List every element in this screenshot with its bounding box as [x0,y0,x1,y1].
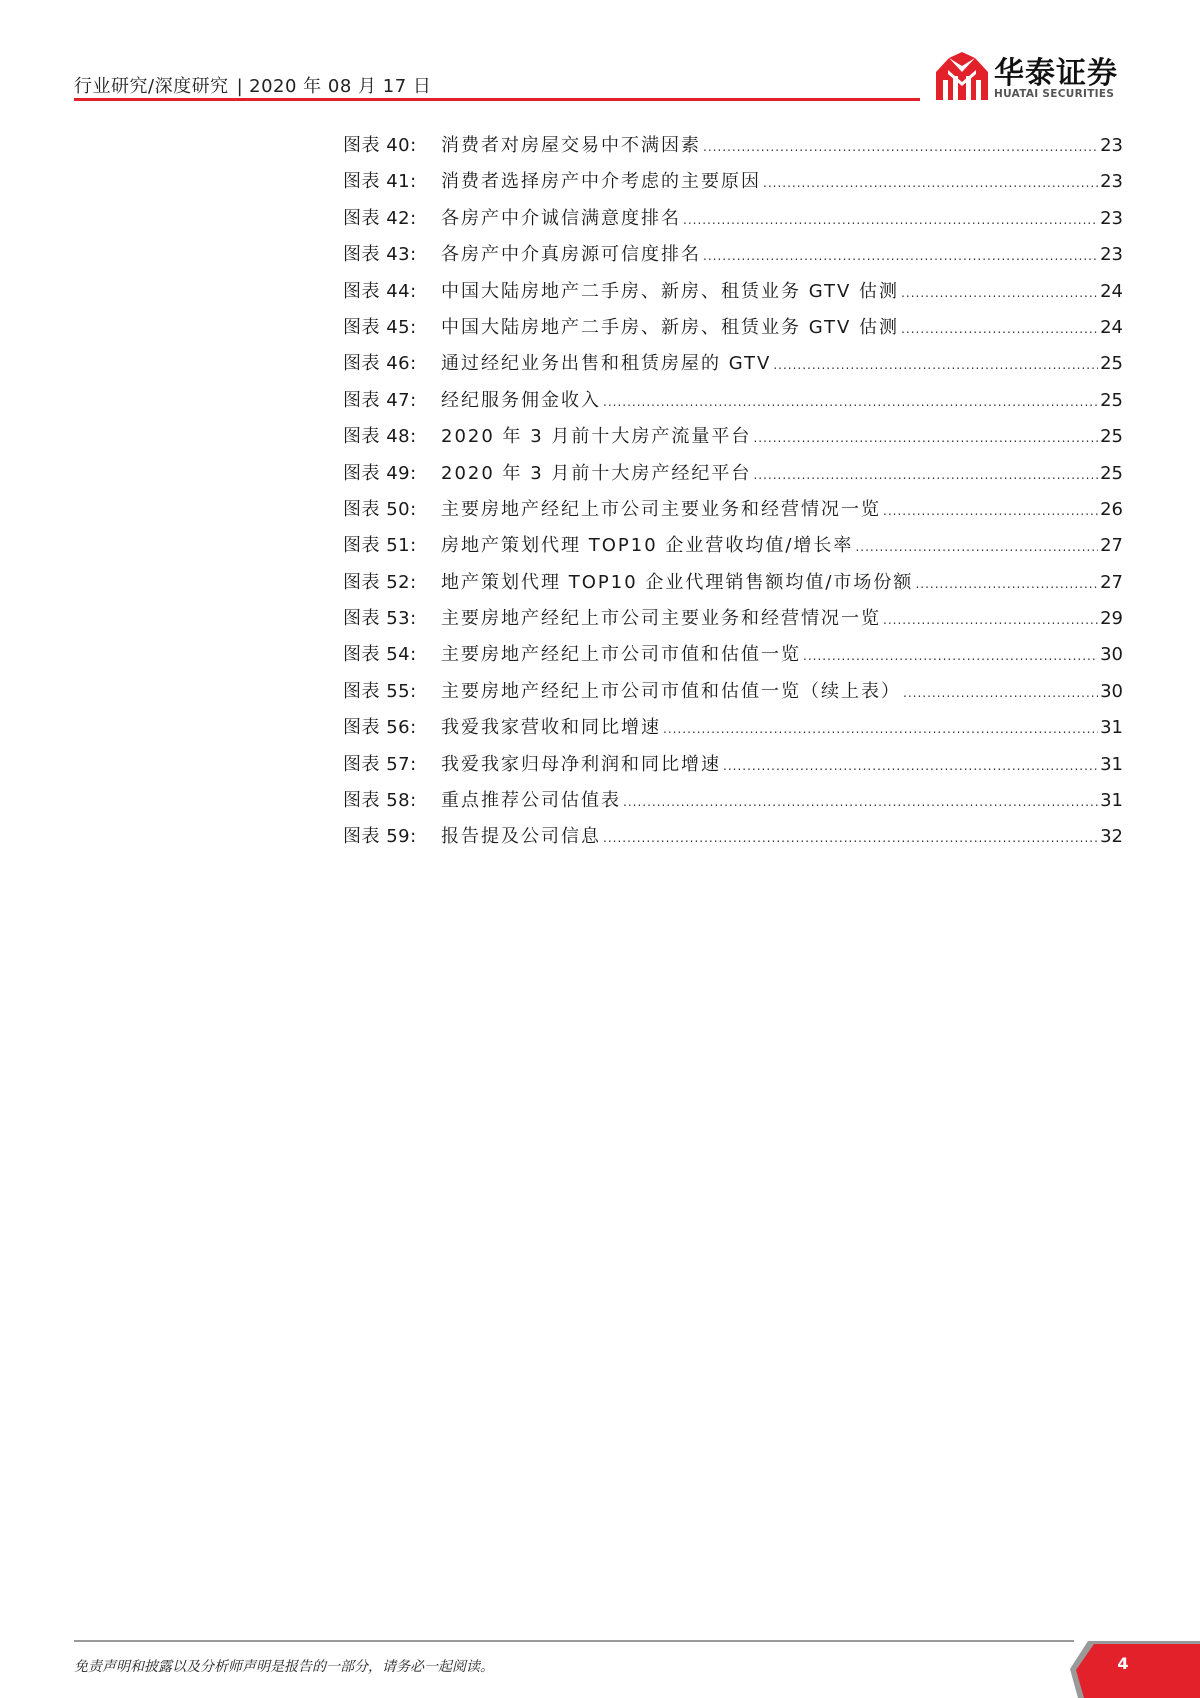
toc-label: 图表 44: [343,280,417,302]
toc-title: 各房产中介诚信满意度排名 [441,207,681,229]
toc-row[interactable] [343,386,1123,422]
toc-page: 29 [1100,608,1123,630]
toc-label: 图表 53: [343,608,417,630]
report-category: 行业研究/深度研究 [74,76,229,97]
toc-row[interactable] [343,495,1123,531]
toc-label: 图表 56: [343,717,417,739]
toc-label: 图表 41: [343,171,417,193]
toc-row[interactable] [343,568,1123,604]
toc-page: 26 [1100,498,1123,520]
toc-page: 23 [1100,135,1123,156]
toc-leader [723,759,1098,773]
brand-name-en: HUATAI SECURITIES [994,88,1115,100]
toc-title: 消费者对房屋交易中不满因素 [441,135,701,156]
toc-label: 图表 55: [343,680,417,702]
toc-label: 图表 47: [343,389,417,411]
toc-title: 地产策划代理 TOP10 企业代理销售额均值/市场份额 [441,571,914,593]
toc-row[interactable] [343,204,1123,240]
toc-page: 27 [1100,535,1123,557]
huatai-logo-icon [936,52,988,100]
toc-page: 24 [1100,316,1123,338]
toc-page: 27 [1100,571,1123,593]
toc-leader [623,795,1098,809]
toc-label: 图表 45: [343,316,417,338]
toc-leader [803,649,1098,663]
header-text [74,72,431,98]
toc-page: 25 [1100,353,1123,375]
toc-title: 报告提及公司信息 [441,826,601,848]
toc-title: 主要房地产经纪上市公司市值和估值一览 [441,644,801,666]
toc-page: 23 [1100,171,1123,193]
toc-label: 图表 42: [343,207,417,229]
toc-page: 23 [1100,207,1123,229]
toc-label: 图表 43: [343,244,417,266]
footer-rule [74,1640,1074,1642]
toc-title: 2020 年 3 月前十大房产经纪平台 [441,462,752,484]
toc-row[interactable] [343,713,1123,749]
toc-row[interactable] [343,277,1123,313]
toc-leader [763,176,1098,190]
header-rule [74,98,920,101]
toc-title: 中国大陆房地产二手房、新房、租赁业务 GTV 估测 [441,280,900,302]
toc-leader [703,249,1098,263]
toc-page: 25 [1100,462,1123,484]
toc-label: 图表 57: [343,753,417,775]
toc-label: 图表 54: [343,644,417,666]
toc-leader [883,504,1098,518]
toc-page: 23 [1100,244,1123,266]
toc-title: 重点推荐公司估值表 [441,790,621,812]
toc-row[interactable] [343,167,1123,203]
footer-disclaimer: 免责声明和披露以及分析师声明是报告的一部分，请务必一起阅读。 [74,1659,494,1675]
toc-row[interactable] [343,640,1123,676]
toc-row[interactable] [343,750,1123,786]
page-header [74,48,1126,108]
toc-title: 主要房地产经纪上市公司主要业务和经营情况一览 [441,498,881,520]
toc-row[interactable] [343,240,1123,276]
toc-leader [603,831,1098,845]
toc-label: 图表 49: [343,462,417,484]
toc-label: 图表 59: [343,826,417,848]
toc-page: 31 [1100,753,1123,775]
toc-page: 25 [1100,426,1123,448]
toc-title: 通过经纪业务出售和租赁房屋的 GTV [441,353,772,375]
toc-leader [753,431,1098,445]
toc-page: 24 [1100,280,1123,302]
toc-label: 图表 50: [343,498,417,520]
brand-name-cn: 华泰证券 [994,56,1118,91]
toc-row[interactable] [343,131,1123,167]
toc-leader [663,722,1098,736]
toc-leader [903,686,1098,700]
toc-page: 25 [1100,389,1123,411]
toc-title: 房地产策划代理 TOP10 企业营收均值/增长率 [441,535,854,557]
header-separator: | [236,76,244,97]
toc-leader [683,213,1098,227]
toc-label: 图表 52: [343,571,417,593]
toc-title: 各房产中介真房源可信度排名 [441,244,701,266]
toc-leader [703,140,1098,154]
report-date: 2020 年 08 月 17 日 [249,76,432,97]
toc-label: 图表 40: [343,135,417,156]
toc-title: 2020 年 3 月前十大房产流量平台 [441,426,752,448]
toc-page: 31 [1100,790,1123,812]
toc-page: 31 [1100,717,1123,739]
toc-leader [901,322,1098,336]
toc-leader [915,577,1098,591]
toc-title: 消费者选择房产中介考虑的主要原因 [441,171,761,193]
toc-row[interactable] [343,786,1123,822]
toc-label: 图表 48: [343,426,417,448]
toc-leader [603,395,1098,409]
toc-title: 中国大陆房地产二手房、新房、租赁业务 GTV 估测 [441,316,900,338]
toc-row[interactable] [343,604,1123,640]
toc-title: 主要房地产经纪上市公司主要业务和经营情况一览 [441,608,881,630]
toc-page: 32 [1100,826,1123,848]
toc-row[interactable] [343,459,1123,495]
toc-title: 经纪服务佣金收入 [441,389,601,411]
toc-page: 30 [1100,644,1123,666]
toc-label: 图表 51: [343,535,417,557]
toc-leader [753,468,1098,482]
figure-index [343,131,1123,859]
toc-row[interactable] [343,677,1123,713]
toc-row[interactable] [343,822,1123,858]
toc-leader [773,358,1098,372]
toc-label: 图表 58: [343,790,417,812]
toc-title: 主要房地产经纪上市公司市值和估值一览（续上表） [441,680,901,702]
toc-row[interactable] [343,422,1123,458]
toc-row[interactable] [343,313,1123,349]
toc-row[interactable] [343,349,1123,385]
toc-label: 图表 46: [343,353,417,375]
toc-page: 30 [1100,680,1123,702]
brand-logo [936,48,1136,104]
page-number: 4 [1117,1654,1129,1673]
toc-row[interactable] [343,531,1123,567]
toc-leader [901,286,1098,300]
toc-title: 我爱我家归母净利润和同比增速 [441,753,721,775]
toc-title: 我爱我家营收和同比增速 [441,717,661,739]
toc-leader [855,540,1098,554]
toc-leader [883,613,1098,627]
